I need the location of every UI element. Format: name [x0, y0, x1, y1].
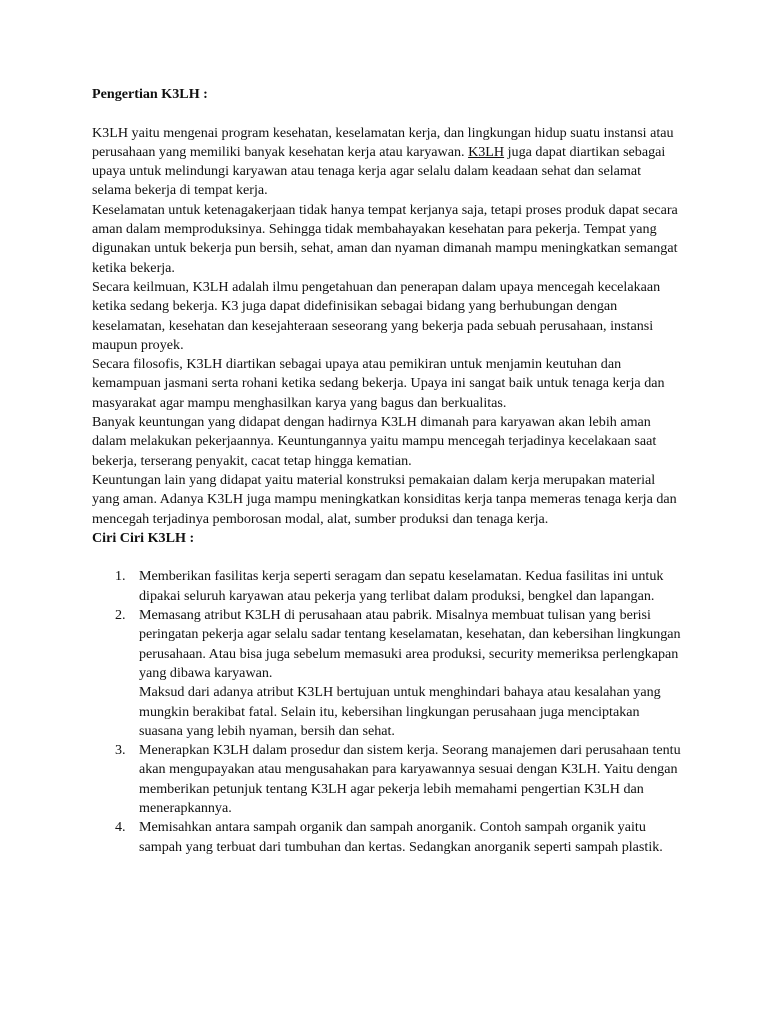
list-item — [92, 818, 682, 857]
list-item-text: Memisahkan antara sampah organik dan sampah anorganik. Contoh sampah organik yaitu sampah yang terbuat dari tumbuhan dan kertas. Sedangkan anorganik seperti sampah plastik. — [139, 819, 663, 855]
heading-pengertian: Pengertian K3LH : — [92, 86, 208, 102]
list-number: 1. — [115, 568, 126, 585]
paragraph-keselamatan: Keselamatan untuk ketenagakerjaan tidak hanya tempat kerjanya saja, tetapi proses produk dapat secara aman dalam memproduksinya. Sehingga tidak membahayakan kesehatan para pekerja. Tempat yang digunakan untuk bekerja pun bersih, sehat, aman dan nyaman dimanah mampu meningkatkan semangat ketika bekerja. — [92, 201, 678, 276]
paragraph-definition-end: juga dapat diartikan sebagai upaya untuk melindungi karyawan atau tenaga kerja agar selalu dalam keadaan sehat dan selamat selama bekerja di tempat kerja. — [92, 143, 666, 199]
k3lh-link[interactable]: K3LH — [468, 143, 505, 160]
list-number: 3. — [115, 742, 126, 759]
paragraph-keuntungan-lain: Keuntungan lain yang didapat yaitu material konstruksi pemakaian dalam kerja merupakan material yang aman. Adanya K3LH juga mampu meningkatkan konsiditas kerja tanpa memeras tenaga kerja dan mencegah terjadinya pemborosan modal, alat, sumber produksi dan tenaga kerja. — [92, 471, 677, 527]
paragraph-keilmuan: Secara keilmuan, K3LH adalah ilmu pengetahuan dan penerapan dalam upaya mencegah kecelakaan ketika sedang bekerja. K3 juga dapat didefinisikan sebagai bidang yang berhubungan dengan keselamatan, kesehatan dan kesejahteraan seseorang yang bekerja pada sebuah perusahaan, instansi maupun proyek. — [92, 278, 661, 353]
list-item-extra-text: Maksud dari adanya atribut K3LH bertujuan untuk menghindari bahaya atau kesalahan yang mungkin berakibat fatal. Selain itu, kebersihan lingkungan perusahaan juga menciptakan suasana yang lebih nyaman, bersih dan sehat. — [139, 684, 661, 739]
list-item — [92, 606, 682, 741]
paragraph-filosofis: Secara filosofis, K3LH diartikan sebagai upaya atau pemikiran untuk menjamin keutuhan dan kemampuan jasmani serta rohani ketika sedang bekerja. Upaya ini sangat baik untuk tenaga kerja dan masyarakat agar mampu menghasilkan karya yang bagus dan berkualitas. — [92, 356, 665, 411]
heading-ciri-ciri: Ciri Ciri K3LH : — [92, 529, 195, 546]
paragraph-definition-start: K3LH yaitu mengenai program kesehatan, keselamatan kerja, dan lingkungan hidup suatu instansi atau perusahaan yang memiliki banyak kesehatan kerja atau karyawan. — [92, 124, 674, 160]
list-item-text: Menerapkan K3LH dalam prosedur dan sistem kerja. Seorang manajemen dari perusahaan tentu akan mengupayakan atau mengusahakan para karyawannya sesuai dengan K3LH. Yaitu dengan memberikan petunjuk tentang K3LH agar pekerja lebih memahami pengertian K3LH dan menerapkannya. — [139, 742, 681, 816]
paragraph-keuntungan: Banyak keuntungan yang didapat dengan hadirnya K3LH dimanah para karyawan akan lebih aman dalam melakukan pekerjaannya. Keuntungannya yaitu mampu mencegah terjadinya kecelakaan saat bekerja, terserang penyakit, cacat tetap hingga kematian. — [92, 414, 657, 469]
ciri-list — [92, 567, 682, 856]
list-item — [92, 741, 682, 818]
list-number: 4. — [115, 819, 126, 836]
list-item-text: Memberikan fasilitas kerja seperti seragam dan sepatu keselamatan. Kedua fasilitas ini untuk dipakai seluruh karyawan atau pekerja yang terlibat dalam produksi, bengkel dan lapangan. — [139, 568, 664, 604]
document-page — [92, 85, 682, 857]
list-item — [92, 567, 682, 606]
list-item-text: Memasang atribut K3LH di perusahaan atau pabrik. Misalnya membuat tulisan yang berisi peringatan pekerja agar selalu sadar tentang keselamatan, kesehatan, dan kebersihan lingkungan perusahaan. Atau bisa juga sebelum memasuki area produksi, security memeriksa perlengkapan yang dibawa karyawan. — [139, 607, 681, 681]
paragraph-definition — [92, 124, 682, 201]
list-number: 2. — [115, 607, 126, 624]
